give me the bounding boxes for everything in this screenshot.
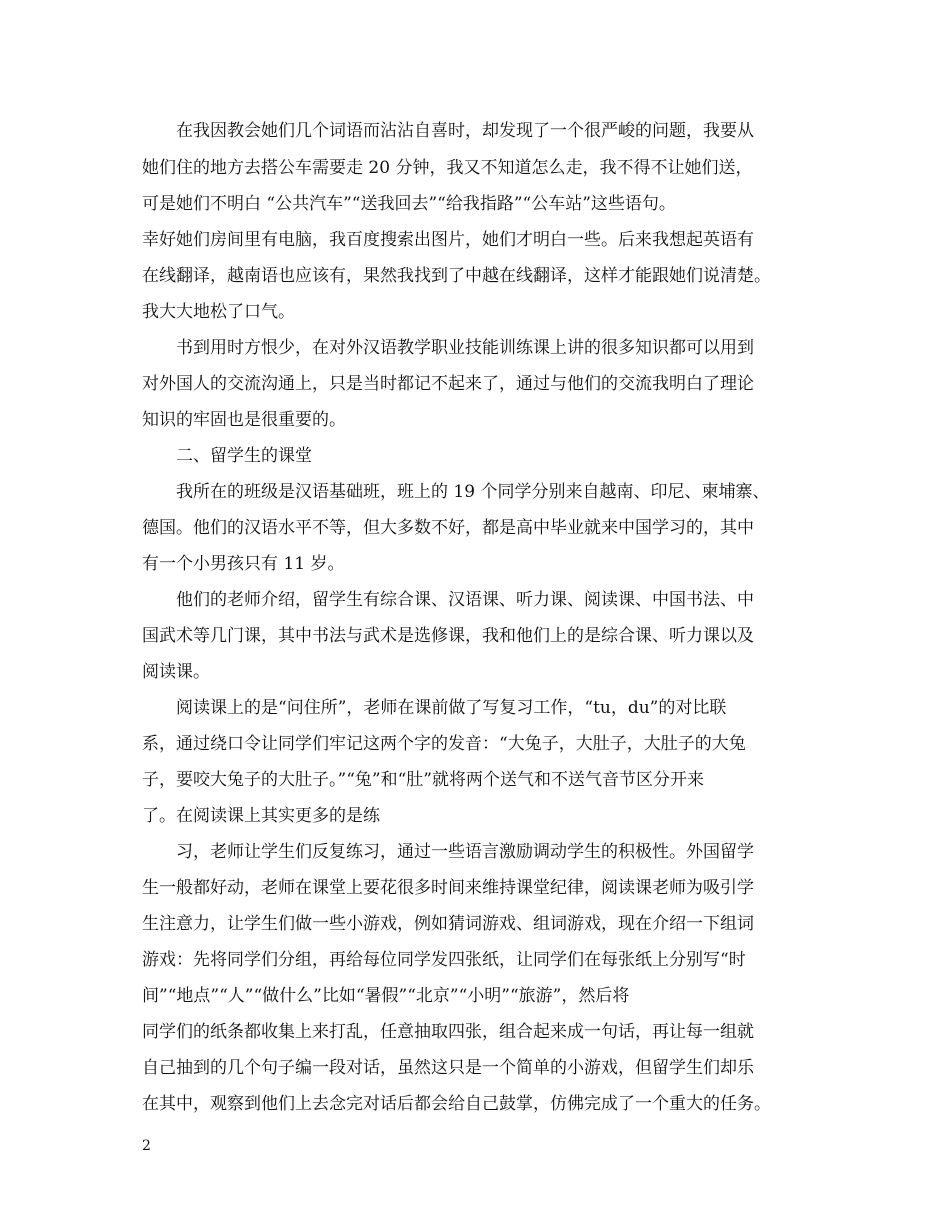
text-line: 他们的老师介绍，留学生有综合课、汉语课、听力课、阅读课、中国书法、中	[176, 590, 754, 610]
text-line: 游戏：先将同学们分组，再给每位同学发四张纸，让同学们在每张纸上分别写“时	[142, 950, 746, 970]
text-line: 知识的牢固也是很重要的。	[142, 410, 346, 430]
section-heading: 二、留学生的课堂	[176, 446, 312, 466]
text-line: 在其中，观察到他们上去念完对话后都会给自己鼓掌，仿佛完成了一个重大的任务。	[142, 1094, 771, 1114]
text-line: 在线翻译，越南语也应该有，果然我找到了中越在线翻译，这样才能跟她们说清楚。	[142, 266, 771, 286]
text-line: 我所在的班级是汉语基础班，班上的 19 个同学分别来自越南、印尼、柬埔寨、	[176, 482, 770, 502]
text-line: 国武术等几门课，其中书法与武术是选修课，我和他们上的是综合课、听力课以及	[142, 626, 754, 646]
text-line: 了。在阅读课上其实更多的是练	[142, 806, 380, 826]
text-line: 幸好她们房间里有电脑，我百度搜索出图片，她们才明白一些。后来我想起英语有	[142, 230, 754, 250]
text-line: 有一个小男孩只有 11 岁。	[142, 554, 345, 574]
text-line: 阅读课。	[142, 662, 210, 682]
text-line: 间”“地点”“人”“做什么”比如“暑假”“北京”“小明”“旅游”，然后将	[142, 986, 630, 1006]
text-line: 她们住的地方去搭公车需要走 20 分钟，我又不知道怎么走，我不得不让她们送，	[142, 158, 753, 178]
text-line: 同学们的纸条都收集上来打乱，任意抽取四张，组合起来成一句话，再让每一组就	[142, 1022, 754, 1042]
text-line: 自己抽到的几个句子编一段对话，虽然这只是一个简单的小游戏，但留学生们却乐	[142, 1058, 754, 1078]
text-line: 子，要咬大兔子的大肚子。”“兔”和“肚”就将两个送气和不送气音节区分开来	[142, 770, 704, 790]
text-line: 书到用时方恨少，在对外汉语教学职业技能训练课上讲的很多知识都可以用到	[176, 338, 754, 358]
page-number: 2	[142, 1138, 151, 1154]
text-line: 阅读课上的是“问住所”，老师在课前做了写复习工作，“tu，du”的对比联	[176, 698, 727, 718]
text-line: 可是她们不明白 “公共汽车”“送我回去”“给我指路”“公车站”这些语句。	[142, 194, 676, 214]
text-line: 生一般都好动，老师在课堂上要花很多时间来维持课堂纪律，阅读课老师为吸引学	[142, 878, 754, 898]
text-line: 对外国人的交流沟通上，只是当时都记不起来了，通过与他们的交流我明白了理论	[142, 374, 754, 394]
text-line: 德国。他们的汉语水平不等，但大多数不好，都是高中毕业就来中国学习的，其中	[142, 518, 754, 538]
text-line: 我大大地松了口气。	[142, 302, 295, 322]
text-line: 在我因教会她们几个词语而沾沾自喜时，却发现了一个很严峻的问题，我要从	[176, 121, 754, 141]
text-line: 系，通过绕口令让同学们牢记这两个字的发音：“大兔子，大肚子，大肚子的大兔	[142, 734, 746, 754]
text-line: 习，老师让学生们反复练习，通过一些语言激励调动学生的积极性。外国留学	[176, 842, 754, 862]
text-line: 生注意力，让学生们做一些小游戏，例如猜词游戏、组词游戏，现在介绍一下组词	[142, 914, 754, 934]
